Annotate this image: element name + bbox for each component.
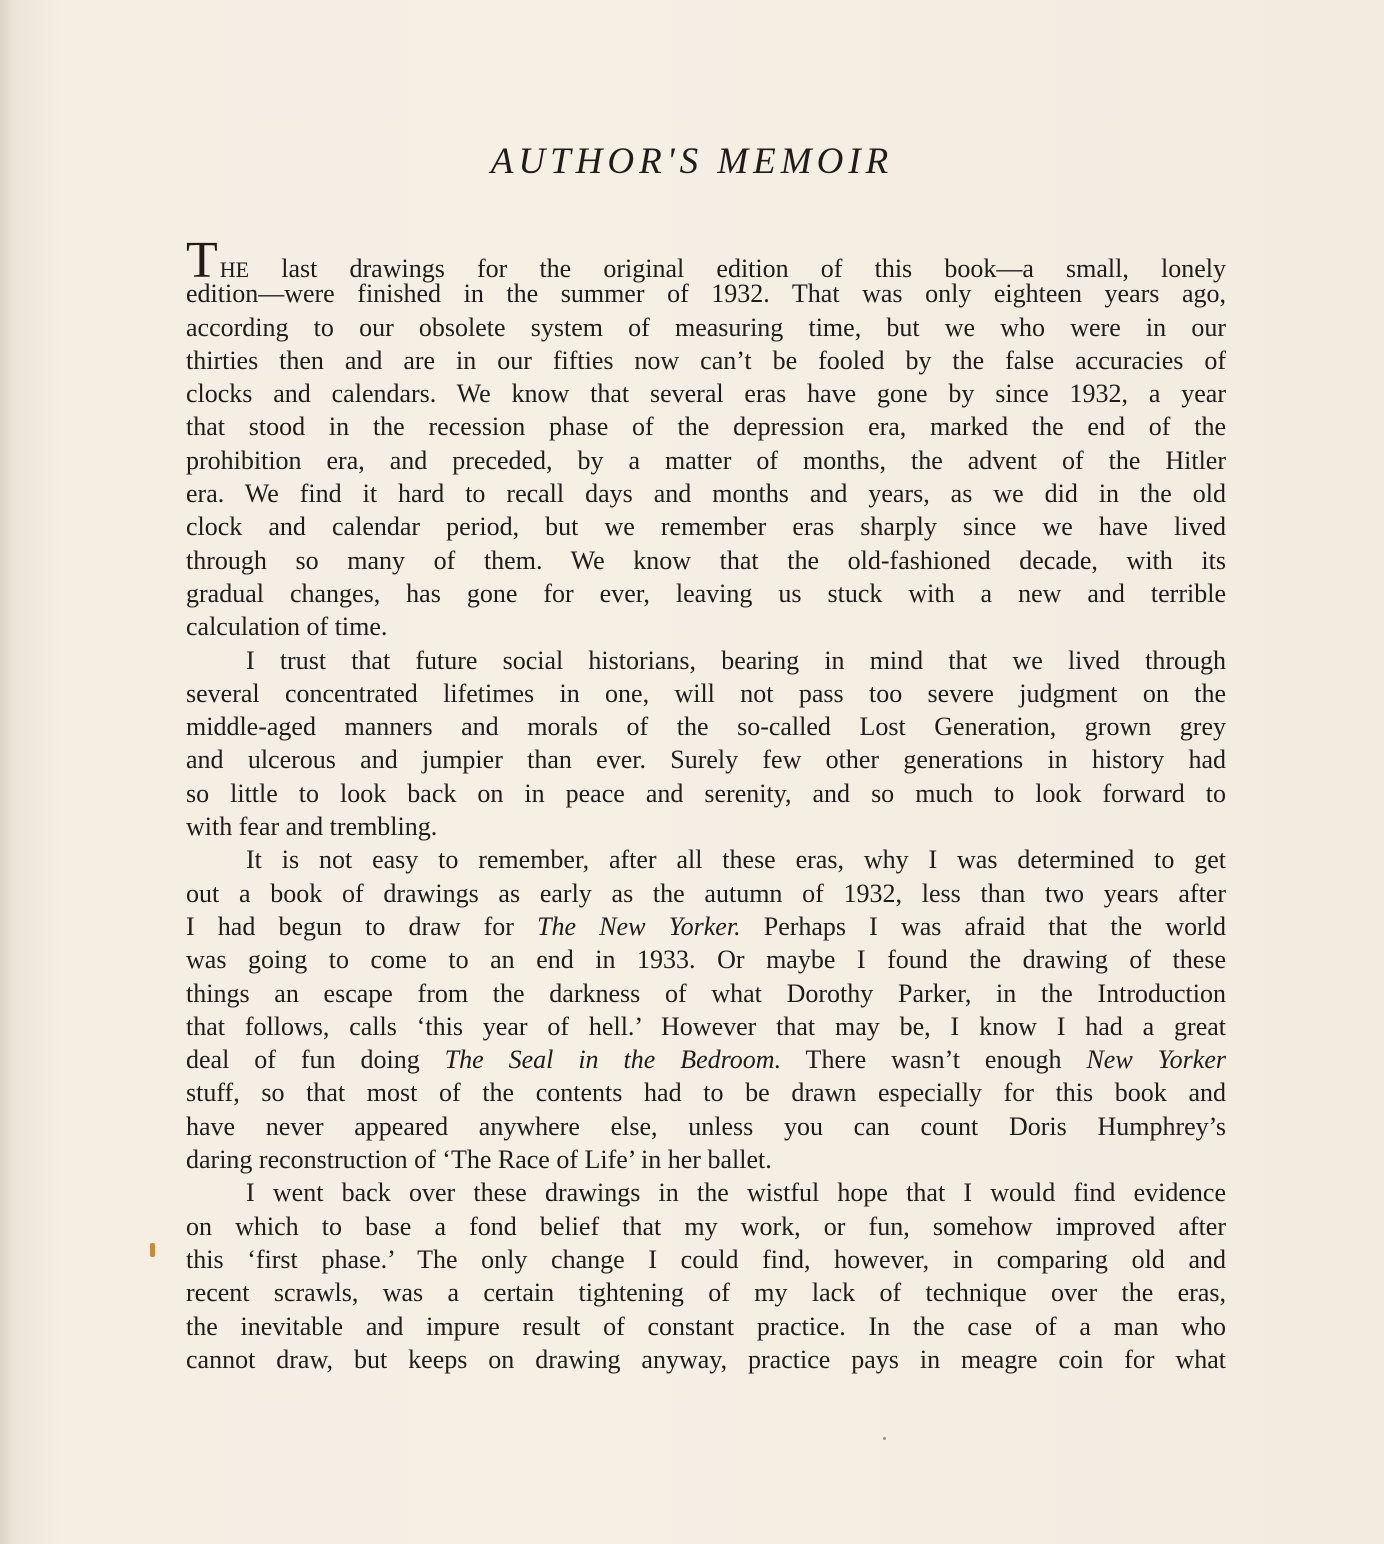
text-line: have never appeared anywhere else, unless you can count Doris Humphrey’s xyxy=(186,1111,1226,1141)
text-line: I went back over these drawings in the wistful hope that I would find evidence xyxy=(246,1178,1226,1208)
text-line: on which to base a fond belief that my work, or fun, somehow improved after xyxy=(186,1211,1226,1241)
italic-title: The Seal in the Bedroom. xyxy=(444,1045,782,1075)
italic-title: New Yorker xyxy=(1086,1045,1227,1075)
italic-title: The New Yorker. xyxy=(537,911,741,941)
paper-speck xyxy=(883,1437,886,1440)
text-line: things an escape from the darkness of what Dorothy Parker, in the Introduction xyxy=(186,978,1226,1008)
text-line: thirties then and are in our fifties now can’t be fooled by the false accuracies of xyxy=(186,345,1226,375)
text-line: edition—were finished in the summer of 1932. That was only eighteen years ago, xyxy=(186,279,1226,309)
text-line: clock and calendar period, but we remember eras sharply since we have lived xyxy=(186,512,1226,542)
margin-mark xyxy=(150,1243,155,1257)
text-line: recent scrawls, was a certain tightening of my lack of technique over the eras, xyxy=(186,1278,1226,1308)
drop-cap: T xyxy=(186,232,218,289)
text-line: middle-aged manners and morals of the so-called Lost Generation, grown grey xyxy=(186,712,1226,742)
text-line: this ‘first phase.’ The only change I could find, however, in comparing old and xyxy=(186,1244,1226,1274)
text-line xyxy=(186,232,1226,289)
text-line: and ulcerous and jumpier than ever. Surely few other generations in history had xyxy=(186,745,1226,775)
text-line: the inevitable and impure result of constant practice. In the case of a man who xyxy=(186,1311,1226,1341)
text-line: through so many of them. We know that the old-fashioned decade, with its xyxy=(186,545,1226,575)
text-line: according to our obsolete system of measuring time, but we who were in our xyxy=(186,312,1226,342)
text-line: stuff, so that most of the contents had to be drawn especially for this book and xyxy=(186,1078,1226,1108)
text-line: that stood in the recession phase of the depression era, marked the end of the xyxy=(186,412,1226,442)
text-line: I trust that future social historians, bearing in mind that we lived through xyxy=(246,645,1226,675)
page-edge-shadow xyxy=(0,0,14,1544)
text-line: cannot draw, but keeps on drawing anyway, practice pays in meagre coin for what xyxy=(186,1344,1226,1374)
text-line: era. We find it hard to recall days and months and years, as we did in the old xyxy=(186,479,1226,509)
text-line: It is not easy to remember, after all these eras, why I was determined to get xyxy=(246,845,1226,875)
text-line: prohibition era, and preceded, by a matter of months, the advent of the Hitler xyxy=(186,445,1226,475)
line-text: Perhaps I was afraid that the world xyxy=(740,911,1226,941)
first-word-rest: HE xyxy=(219,257,250,282)
text-line: calculation of time. xyxy=(186,612,388,642)
line-text: There wasn’t enough xyxy=(781,1045,1087,1075)
text-line: daring reconstruction of ‘The Race of Life’ in her ballet. xyxy=(186,1145,772,1175)
text-line: clocks and calendars. We know that several eras have gone by since 1932, a year xyxy=(186,379,1226,409)
page-title: AUTHOR'S MEMOIR xyxy=(490,141,894,182)
text-line: several concentrated lifetimes in one, will not pass too severe judgment on the xyxy=(186,678,1226,708)
text-line xyxy=(186,910,1226,943)
text-line: so little to look back on in peace and serenity, and so much to look forward to xyxy=(186,778,1226,808)
text-line: gradual changes, has gone for ever, leaving us stuck with a new and terrible xyxy=(186,578,1226,608)
text-line: out a book of drawings as early as the autumn of 1932, less than two years after xyxy=(186,878,1226,908)
line-text: I had begun to draw for xyxy=(186,911,538,941)
line-text: last drawings for the original edition of this book—a small, lonely xyxy=(249,254,1226,283)
text-line xyxy=(186,1043,1226,1076)
text-line: with fear and trembling. xyxy=(186,812,438,842)
text-line: that follows, calls ‘this year of hell.’ However that may be, I know I had a great xyxy=(186,1011,1226,1041)
memoir-body xyxy=(186,232,1227,1376)
line-text: deal of fun doing xyxy=(186,1045,445,1075)
text-line: was going to come to an end in 1933. Or maybe I found the drawing of these xyxy=(186,945,1226,975)
